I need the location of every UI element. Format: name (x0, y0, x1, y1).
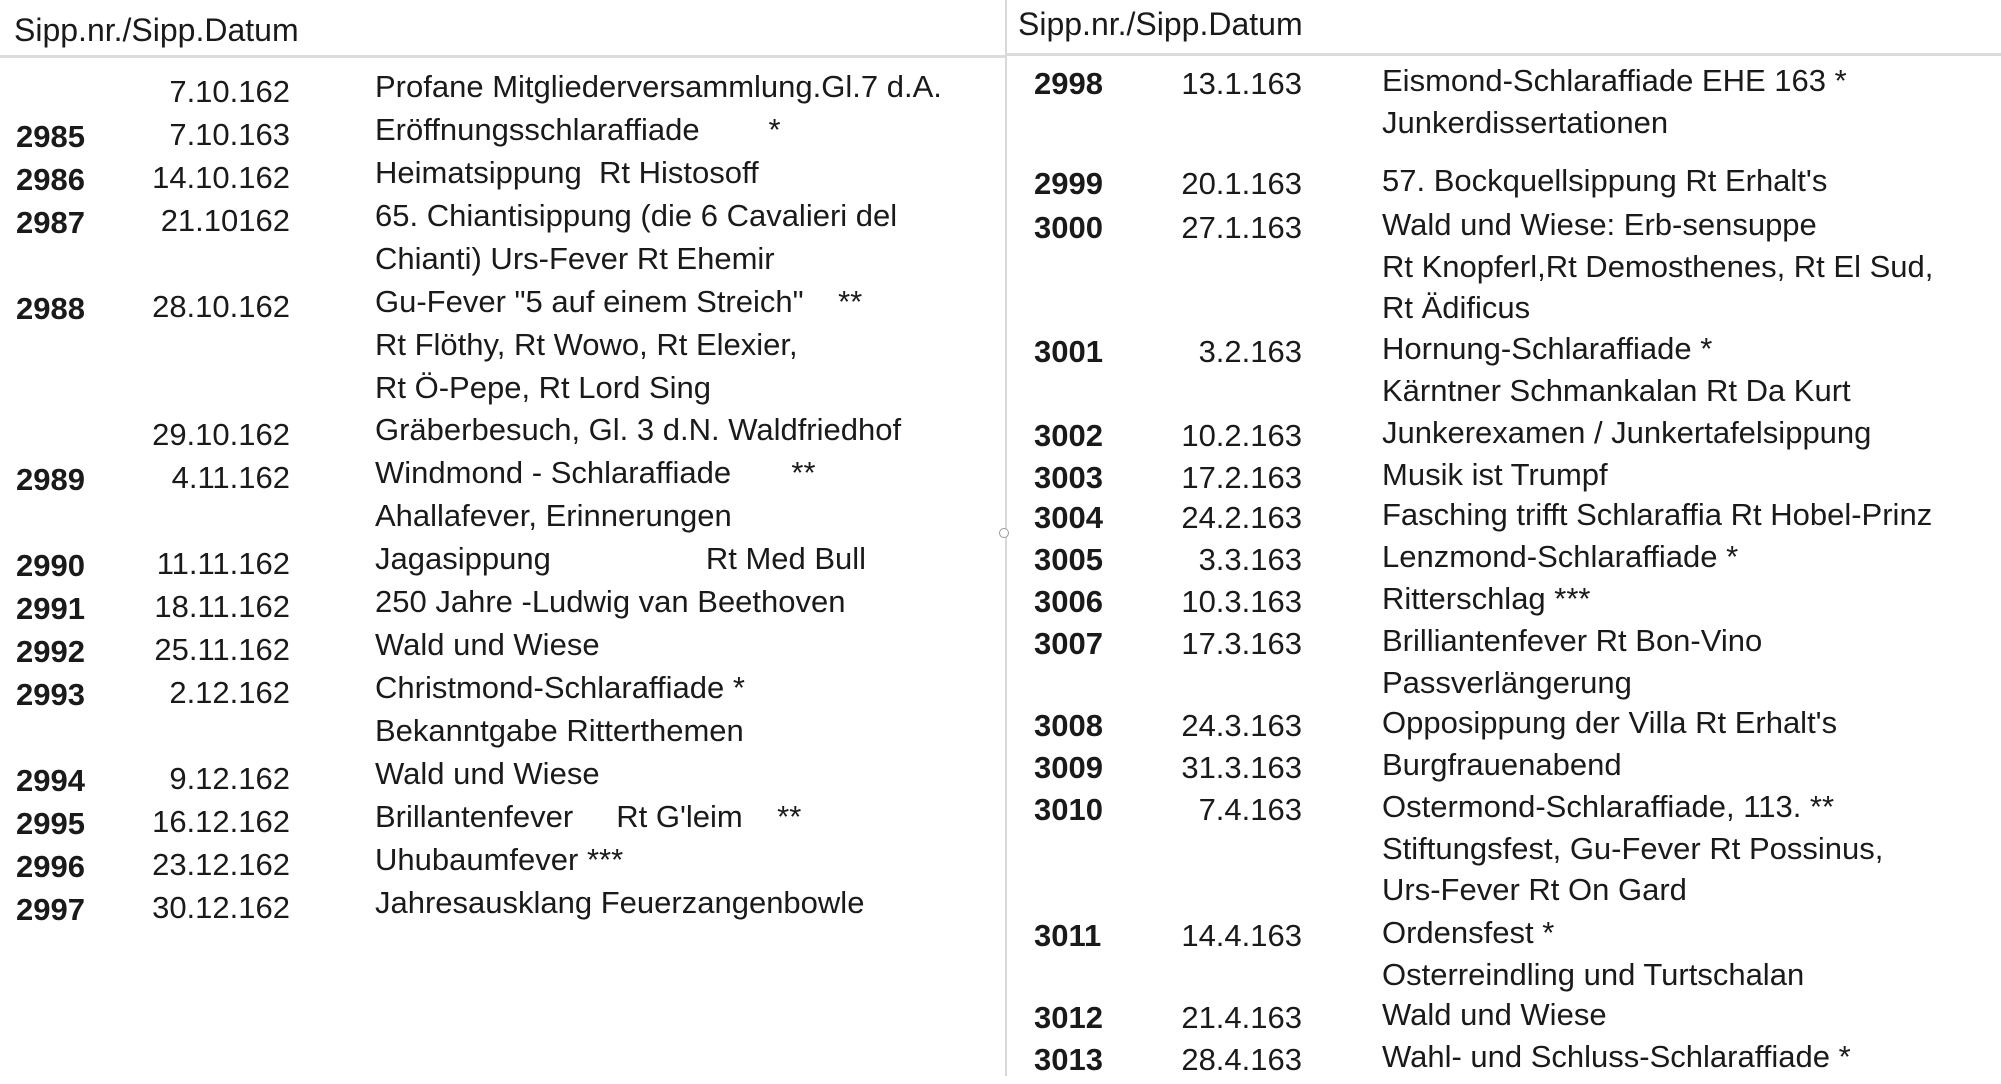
session-number: 3001 (1034, 334, 1103, 369)
session-description-line: Ordensfest * (1382, 915, 1555, 950)
session-date: 30.12.162 (152, 890, 290, 925)
session-number: 2991 (16, 591, 85, 626)
session-number: 2986 (16, 162, 85, 197)
session-date: 7.10.162 (169, 74, 290, 109)
schedule-row (0, 628, 1005, 671)
session-number: 2996 (16, 849, 85, 884)
session-date: 16.12.162 (152, 804, 290, 839)
left-header-rule (0, 55, 1005, 58)
session-number: 3008 (1034, 708, 1103, 743)
session-description-line: Brillantenfever Rt G'leim ** (375, 799, 802, 834)
session-description-line: Osterreindling und Turtschalan (1382, 956, 1805, 992)
schedule-row (0, 542, 1005, 585)
schedule-row (1006, 915, 2001, 1001)
session-description-line: Ostermond-Schlaraffiade, 113. ** (1382, 789, 1835, 824)
session-description-line: 65. Chiantisippung (die 6 Cavalieri del (375, 198, 898, 233)
session-description-line: Jahresausklang Feuerzangenbowle (375, 885, 865, 920)
session-date: 31.3.163 (1181, 750, 1302, 785)
schedule-row (0, 585, 1005, 628)
session-number: 2993 (16, 677, 85, 712)
session-date: 17.3.163 (1181, 626, 1302, 661)
session-description-line: Wahl- und Schluss-Schlaraffiade * (1382, 1039, 1851, 1074)
session-number: 2987 (16, 205, 85, 240)
session-description-line: Burgfrauenabend (1382, 747, 1622, 782)
schedule-row (0, 285, 1005, 413)
session-number: 2995 (16, 806, 85, 841)
session-description-line: Uhubaumfever *** (375, 842, 624, 877)
session-description-line: Rt Knopferl,Rt Demosthenes, Rt El Sud, (1382, 248, 1934, 284)
session-number: 2988 (16, 291, 85, 326)
session-date: 3.3.163 (1198, 542, 1302, 577)
session-number: 3010 (1034, 792, 1103, 827)
session-description-line: Rt Ädificus (1382, 290, 1531, 326)
session-description-line: Gräberbesuch, Gl. 3 d.N. Waldfriedhof (375, 412, 902, 447)
right-header-rule (1006, 53, 2001, 56)
session-description-line: Passverlängerung (1382, 664, 1632, 700)
session-date: 23.12.162 (152, 847, 290, 882)
left-schedule-panel (0, 0, 1005, 1076)
schedule-row (0, 199, 1005, 285)
session-description-line: Chianti) Urs-Fever Rt Ehemir (375, 240, 775, 276)
session-date: 17.2.163 (1181, 460, 1302, 495)
session-description-line: Wald und Wiese (1382, 997, 1607, 1032)
right-column-header: Sipp.nr./Sipp.Datum (1018, 6, 1303, 42)
session-number: 3004 (1034, 500, 1103, 535)
session-description-line: Windmond - Schlaraffiade ** (375, 455, 816, 490)
schedule-row (1006, 623, 2001, 709)
session-description-line: 57. Bockquellsippung Rt Erhalt's (1382, 163, 1828, 198)
session-number: 2997 (16, 892, 85, 927)
schedule-row (1006, 207, 2001, 335)
session-number: 2989 (16, 462, 85, 497)
session-description-line: Heimatsippung Rt Histosoff (375, 155, 759, 190)
schedule-row (1006, 1039, 2001, 1084)
session-description-line: Wald und Wiese: Erb-sensuppe (1382, 207, 1817, 242)
session-date: 9.12.162 (169, 761, 290, 796)
session-number: 3009 (1034, 750, 1103, 785)
schedule-row (0, 413, 1005, 456)
schedule-row (0, 113, 1005, 156)
session-number: 3000 (1034, 210, 1103, 245)
session-description-line: Wald und Wiese (375, 756, 600, 791)
session-number: 3007 (1034, 626, 1103, 661)
session-description-line: Junkerdissertationen (1382, 104, 1669, 140)
session-description-line: Lenzmond-Schlaraffiade * (1382, 539, 1739, 574)
session-number: 3011 (1034, 918, 1102, 953)
session-date: 3.2.163 (1198, 334, 1302, 369)
schedule-row (0, 757, 1005, 800)
session-description-line: Eismond-Schlaraffiade EHE 163 * (1382, 63, 1847, 98)
session-description-line: Rt Ö-Pepe, Rt Lord Sing (375, 369, 711, 405)
session-description-line: Jagasippung Rt Med Bull (375, 541, 867, 576)
session-description-line: Christmond-Schlaraffiade * (375, 670, 745, 705)
session-date: 11.11.162 (156, 546, 290, 581)
session-description-line: Junkerexamen / Junkertafelsippung (1382, 415, 1872, 450)
session-description-line: Ahallafever, Erinnerungen (375, 497, 732, 533)
session-number: 3013 (1034, 1042, 1103, 1077)
session-date: 10.2.163 (1181, 418, 1302, 453)
session-date: 20.1.163 (1181, 166, 1302, 201)
schedule-row (0, 671, 1005, 757)
session-description-line: Ritterschlag *** (1382, 581, 1591, 616)
session-number: 3005 (1034, 542, 1103, 577)
session-description-line: Musik ist Trumpf (1382, 457, 1608, 492)
session-date: 28.10.162 (152, 289, 290, 324)
session-description-line: 250 Jahre -Ludwig van Beethoven (375, 584, 846, 619)
session-description-line: Opposippung der Villa Rt Erhalt's (1382, 705, 1838, 740)
session-date: 18.11.162 (154, 589, 290, 624)
session-date: 25.11.162 (154, 632, 290, 667)
session-number: 2994 (16, 763, 85, 798)
session-number: 3006 (1034, 584, 1103, 619)
session-description-line: Brilliantenfever Rt Bon-Vino (1382, 623, 1763, 658)
session-number: 3003 (1034, 460, 1103, 495)
session-description-line: Kärntner Schmankalan Rt Da Kurt (1382, 372, 1851, 408)
session-date: 13.1.163 (1181, 66, 1302, 101)
session-description-line: Bekanntgabe Ritterthemen (375, 712, 744, 748)
session-date: 24.2.163 (1181, 500, 1302, 535)
session-date: 7.10.163 (169, 117, 290, 152)
session-date: 4.11.162 (171, 460, 290, 495)
session-date: 29.10.162 (152, 417, 290, 452)
session-description-line: Fasching trifft Schlaraffia Rt Hobel-Prinz (1382, 497, 1933, 532)
session-description-line: Hornung-Schlaraffiade * (1382, 331, 1713, 366)
session-description-line: Profane Mitgliederversammlung.Gl.7 d.A. (375, 69, 942, 104)
left-column-header: Sipp.nr./Sipp.Datum (14, 12, 299, 48)
right-schedule-panel (1006, 0, 2001, 1076)
schedule-row (0, 456, 1005, 542)
schedule-row (0, 843, 1005, 886)
session-date: 2.12.162 (169, 675, 290, 710)
schedule-row (1006, 63, 2001, 149)
session-description-line: Eröffnungsschlaraffiade * (375, 112, 781, 147)
session-date: 24.3.163 (1181, 708, 1302, 743)
session-description-line: Gu-Fever "5 auf einem Streich" ** (375, 284, 863, 319)
session-date: 10.3.163 (1181, 584, 1302, 619)
schedule-row (1006, 163, 2001, 208)
schedule-row (1006, 331, 2001, 417)
session-date: 28.4.163 (1181, 1042, 1302, 1077)
session-number: 2990 (16, 548, 85, 583)
session-number: 2985 (16, 119, 85, 154)
session-date: 14.4.163 (1181, 918, 1302, 953)
schedule-row (0, 886, 1005, 929)
session-description-line: Wald und Wiese (375, 627, 600, 662)
session-number: 2992 (16, 634, 85, 669)
schedule-row (0, 800, 1005, 843)
schedule-row (0, 70, 1005, 113)
session-number: 2999 (1034, 166, 1103, 201)
schedule-row (0, 156, 1005, 199)
session-description-line: Stiftungsfest, Gu-Fever Rt Possinus, (1382, 830, 1884, 866)
session-date: 27.1.163 (1181, 210, 1302, 245)
session-description-line: Rt Flöthy, Rt Wowo, Rt Elexier, (375, 326, 798, 362)
session-date: 7.4.163 (1198, 792, 1302, 827)
session-date: 21.10162 (160, 203, 290, 238)
schedule-row (1006, 789, 2001, 917)
session-number: 3002 (1034, 418, 1103, 453)
session-date: 14.10.162 (152, 160, 290, 195)
session-description-line: Urs-Fever Rt On Gard (1382, 872, 1687, 908)
session-date: 21.4.163 (1181, 1000, 1302, 1035)
session-number: 3012 (1034, 1000, 1103, 1035)
session-number: 2998 (1034, 66, 1103, 101)
